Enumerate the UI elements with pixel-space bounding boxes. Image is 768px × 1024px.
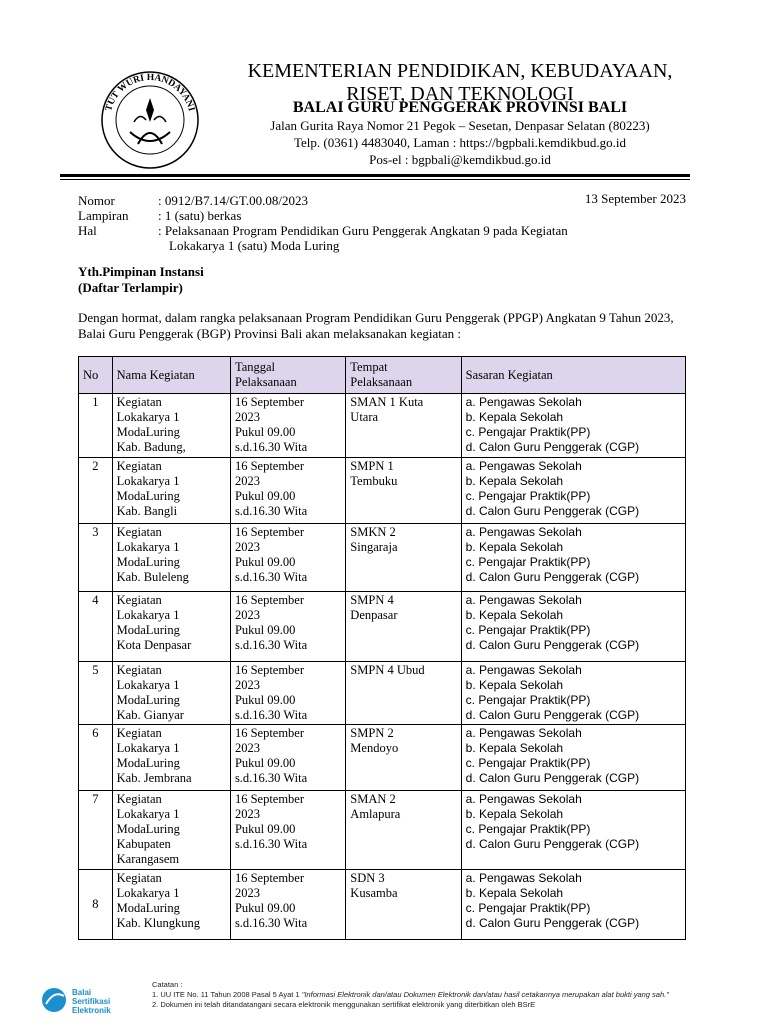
col-header-no: No xyxy=(79,357,113,394)
catatan-label: Catatan : xyxy=(152,980,183,989)
cell-no: 4 xyxy=(79,592,113,662)
institution-address: Jalan Gurita Raya Nomor 21 Pegok – Sesetan, Denpasar Selatan (80223) xyxy=(270,118,650,133)
cell-no: 8 xyxy=(79,870,113,940)
note-1: 1. UU ITE No. 11 Tahun 2008 Pasal 5 Ayat 1 "Informasi Elektronik dan/atau Dokumen Elektronik dan/atau hasil cetakannya merupakan alat bukti yang sah." xyxy=(152,990,669,999)
cell-tempat: SMPN 2 Mendoyo xyxy=(346,725,461,791)
logo-motto: TUT WURI HANDAYANI xyxy=(104,72,196,113)
cell-tempat: SMAN 2 Amlapura xyxy=(346,791,461,870)
cell-sasaran: a. Pengawas Sekolah b. Kepala Sekolah c. Pengajar Praktik(PP) d. Calon Guru Penggerak (CGP) xyxy=(461,791,685,870)
letter-date: 13 September 2023 xyxy=(584,191,686,206)
table-row xyxy=(79,592,686,662)
cell-tempat: SMKN 2 Singaraja xyxy=(346,524,461,592)
cell-tanggal: 16 September 2023 Pukul 09.00 s.d.16.30 Wita xyxy=(230,870,345,940)
cell-no: 6 xyxy=(79,725,113,791)
cell-nama-kegiatan: Kegiatan Lokakarya 1 ModaLuring Kab. Jembrana xyxy=(112,725,230,791)
cell-tempat: SDN 3 Kusamba xyxy=(346,870,461,940)
cell-sasaran: a. Pengawas Sekolah b. Kepala Sekolah c. Pengajar Praktik(PP) d. Calon Guru Penggerak (CGP) xyxy=(461,870,685,940)
header-rule-thick xyxy=(60,174,690,177)
cell-no: 7 xyxy=(79,791,113,870)
cell-tanggal: 16 September 2023 Pukul 09.00 s.d.16.30 Wita xyxy=(230,662,345,725)
ministry-name: KEMENTERIAN PENDIDIKAN, KEBUDAYAAN, RISET, DAN TEKNOLOGI xyxy=(247,60,673,105)
cell-tanggal: 16 September 2023 Pukul 09.00 s.d.16.30 Wita xyxy=(230,394,345,458)
cell-no: 5 xyxy=(79,662,113,725)
cell-sasaran: a. Pengawas Sekolah b. Kepala Sekolah c. Pengajar Praktik(PP) d. Calon Guru Penggerak (CGP) xyxy=(461,394,685,458)
table-row xyxy=(79,791,686,870)
cell-sasaran: a. Pengawas Sekolah b. Kepala Sekolah c. Pengajar Praktik(PP) d. Calon Guru Penggerak (CGP) xyxy=(461,458,685,524)
table-row xyxy=(79,725,686,791)
cell-no: 3 xyxy=(79,524,113,592)
cell-sasaran: a. Pengawas Sekolah b. Kepala Sekolah c. Pengajar Praktik(PP) d. Calon Guru Penggerak (CGP) xyxy=(461,725,685,791)
bsre-logo-line2: Sertifikasi xyxy=(72,997,111,1006)
cell-sasaran: a. Pengawas Sekolah b. Kepala Sekolah c. Pengajar Praktik(PP) d. Calon Guru Penggerak (CGP) xyxy=(461,524,685,592)
bsre-logo xyxy=(40,986,150,1016)
cell-sasaran: a. Pengawas Sekolah b. Kepala Sekolah c. Pengajar Praktik(PP) d. Calon Guru Penggerak (CGP) xyxy=(461,592,685,662)
table-header-row xyxy=(79,357,686,394)
table-row xyxy=(79,870,686,940)
bsre-logo-line3: Elektronik xyxy=(72,1006,111,1015)
tut-wuri-handayani-logo xyxy=(94,62,206,172)
activity-table xyxy=(78,356,686,940)
cell-tanggal: 16 September 2023 Pukul 09.00 s.d.16.30 Wita xyxy=(230,791,345,870)
table-row xyxy=(79,662,686,725)
addressee: Yth.Pimpinan Instansi (Daftar Terlampir) xyxy=(78,264,204,295)
cell-no: 1 xyxy=(79,394,113,458)
footer-notes xyxy=(152,980,669,1010)
cell-tanggal: 16 September 2023 Pukul 09.00 s.d.16.30 Wita xyxy=(230,458,345,524)
cell-tempat: SMPN 4 Ubud xyxy=(346,662,461,725)
table-row xyxy=(79,458,686,524)
cell-nama-kegiatan: Kegiatan Lokakarya 1 ModaLuring Kab. Buleleng xyxy=(112,524,230,592)
cell-nama-kegiatan: Kegiatan Lokakarya 1 ModaLuring Kab. Klungkung xyxy=(112,870,230,940)
intro-paragraph: Dengan hormat, dalam rangka pelaksanaan Program Pendidikan Guru Penggerak (PPGP) Angkatan 9 Tahun 2023, Balai Guru Penggerak (BGP) Provinsi Bali akan melaksanakan kegiatan : xyxy=(78,310,674,341)
cell-tanggal: 16 September 2023 Pukul 09.00 s.d.16.30 Wita xyxy=(230,592,345,662)
cell-nama-kegiatan: Kegiatan Lokakarya 1 ModaLuring Kota Denpasar xyxy=(112,592,230,662)
cell-tempat: SMAN 1 Kuta Utara xyxy=(346,394,461,458)
cell-tempat: SMPN 1 Tembuku xyxy=(346,458,461,524)
table-row xyxy=(79,524,686,592)
table-row xyxy=(79,394,686,458)
cell-no: 2 xyxy=(79,458,113,524)
col-header-tanggal: Tanggal Pelaksanaan xyxy=(230,357,345,394)
cell-tempat: SMPN 4 Denpasar xyxy=(346,592,461,662)
header-rule-thin xyxy=(60,179,690,180)
institution-name: BALAI GURU PENGGERAK PROVINSI BALI xyxy=(292,99,628,116)
cell-tanggal: 16 September 2023 Pukul 09.00 s.d.16.30 Wita xyxy=(230,725,345,791)
cell-nama-kegiatan: Kegiatan Lokakarya 1 ModaLuring Kab. Bangli xyxy=(112,458,230,524)
cell-tanggal: 16 September 2023 Pukul 09.00 s.d.16.30 Wita xyxy=(230,524,345,592)
cell-nama-kegiatan: Kegiatan Lokakarya 1 ModaLuring Kab. Gianyar xyxy=(112,662,230,725)
cell-nama-kegiatan: Kegiatan Lokakarya 1 ModaLuring Kabupaten Karangasem xyxy=(112,791,230,870)
col-header-sasaran: Sasaran Kegiatan xyxy=(461,357,685,394)
institution-phone: Telp. (0361) 4483040, Laman : https://bgpbali.kemdikbud.go.id xyxy=(294,135,626,150)
institution-email: Pos-el : bgpbali@kemdikbud.go.id xyxy=(369,152,551,167)
col-header-nama: Nama Kegiatan xyxy=(112,357,230,394)
col-header-tempat: Tempat Pelaksanaan xyxy=(346,357,461,394)
cell-sasaran: a. Pengawas Sekolah b. Kepala Sekolah c. Pengajar Praktik(PP) d. Calon Guru Penggerak (CGP) xyxy=(461,662,685,725)
bsre-logo-line1: Balai xyxy=(72,988,92,997)
cell-nama-kegiatan: Kegiatan Lokakarya 1 ModaLuring Kab. Badung, xyxy=(112,394,230,458)
note-2: 2. Dokumen ini telah ditandatangani secara elektronik menggunakan sertifikat elektronik yang diterbitkan oleh BSrE xyxy=(152,1000,536,1009)
